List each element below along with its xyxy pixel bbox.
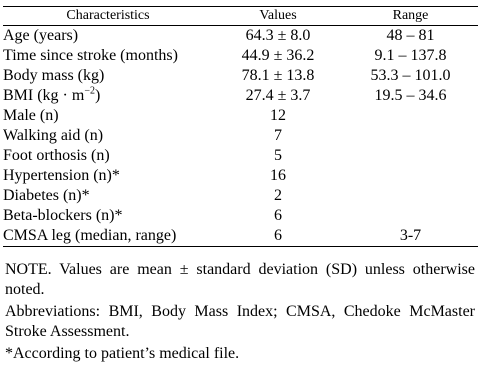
- row-value: 44.9 ± 36.2: [241, 47, 315, 64]
- row-range: 19.5 – 34.6: [374, 87, 447, 104]
- row-label: Hypertension (n)*: [3, 167, 120, 184]
- row-value: 7: [274, 127, 282, 144]
- row-label: [3, 86, 213, 106]
- row-range: [343, 186, 478, 206]
- row-value: 27.4 ± 3.7: [245, 87, 311, 104]
- table-row: [3, 146, 478, 166]
- table-row: [3, 66, 478, 86]
- row-label: Walking aid (n): [3, 127, 104, 144]
- row-label: Body mass (kg): [3, 67, 105, 84]
- footnote-text: *According to patient’s medical file.: [5, 345, 240, 362]
- row-label: Beta-blockers (n)*: [3, 207, 123, 224]
- row-range: [343, 126, 478, 146]
- header-range: Range: [343, 7, 478, 26]
- row-value: 64.3 ± 8.0: [245, 27, 311, 44]
- bmi-label-end: ): [94, 87, 101, 104]
- row-range: [343, 206, 478, 226]
- row-label: CMSA leg (median, range): [3, 226, 213, 247]
- row-range: [343, 106, 478, 126]
- row-value: 16: [270, 167, 286, 184]
- row-value: 78.1 ± 13.8: [241, 67, 315, 84]
- abbreviations-text: Abbreviations: BMI, Body Mass Index; CMSA, Chedoke McMaster Stroke Assessment.: [5, 303, 475, 340]
- row-value: 12: [270, 107, 286, 124]
- row-value: 6: [274, 207, 282, 224]
- table-row: [3, 106, 478, 126]
- table-header-row: [3, 7, 478, 26]
- row-value: 2: [274, 187, 282, 204]
- row-range: 53.3 – 101.0: [370, 67, 451, 84]
- row-label: Foot orthosis (n): [3, 147, 110, 164]
- table-row: [3, 186, 478, 206]
- row-value: 6: [213, 226, 343, 247]
- characteristics-table: [3, 6, 478, 247]
- bmi-label-main: BMI (kg · m: [3, 87, 85, 104]
- row-label: Time since stroke (months): [3, 47, 178, 64]
- bmi-label-superscript: −2: [84, 85, 95, 97]
- row-range: [343, 146, 478, 166]
- row-range: 48 – 81: [386, 27, 435, 44]
- table-row: [3, 26, 478, 47]
- table-row: [3, 46, 478, 66]
- note-text: NOTE. Values are mean ± standard deviation (SD) unless otherwise noted.: [5, 261, 475, 298]
- header-values: Values: [213, 7, 343, 26]
- row-range: 3-7: [343, 226, 478, 247]
- table-row: [3, 86, 478, 106]
- row-label: Diabetes (n)*: [3, 187, 90, 204]
- row-range: 9.1 – 137.8: [374, 47, 447, 64]
- table-row: [3, 166, 478, 186]
- header-characteristics: Characteristics: [3, 7, 213, 26]
- row-label: Male (n): [3, 107, 59, 124]
- table-row: [3, 226, 478, 247]
- table-row: [3, 126, 478, 146]
- row-label: Age (years): [3, 27, 79, 44]
- table-row: [3, 206, 478, 226]
- row-range: [343, 166, 478, 186]
- row-value: 5: [274, 147, 282, 164]
- table-notes: [5, 260, 475, 366]
